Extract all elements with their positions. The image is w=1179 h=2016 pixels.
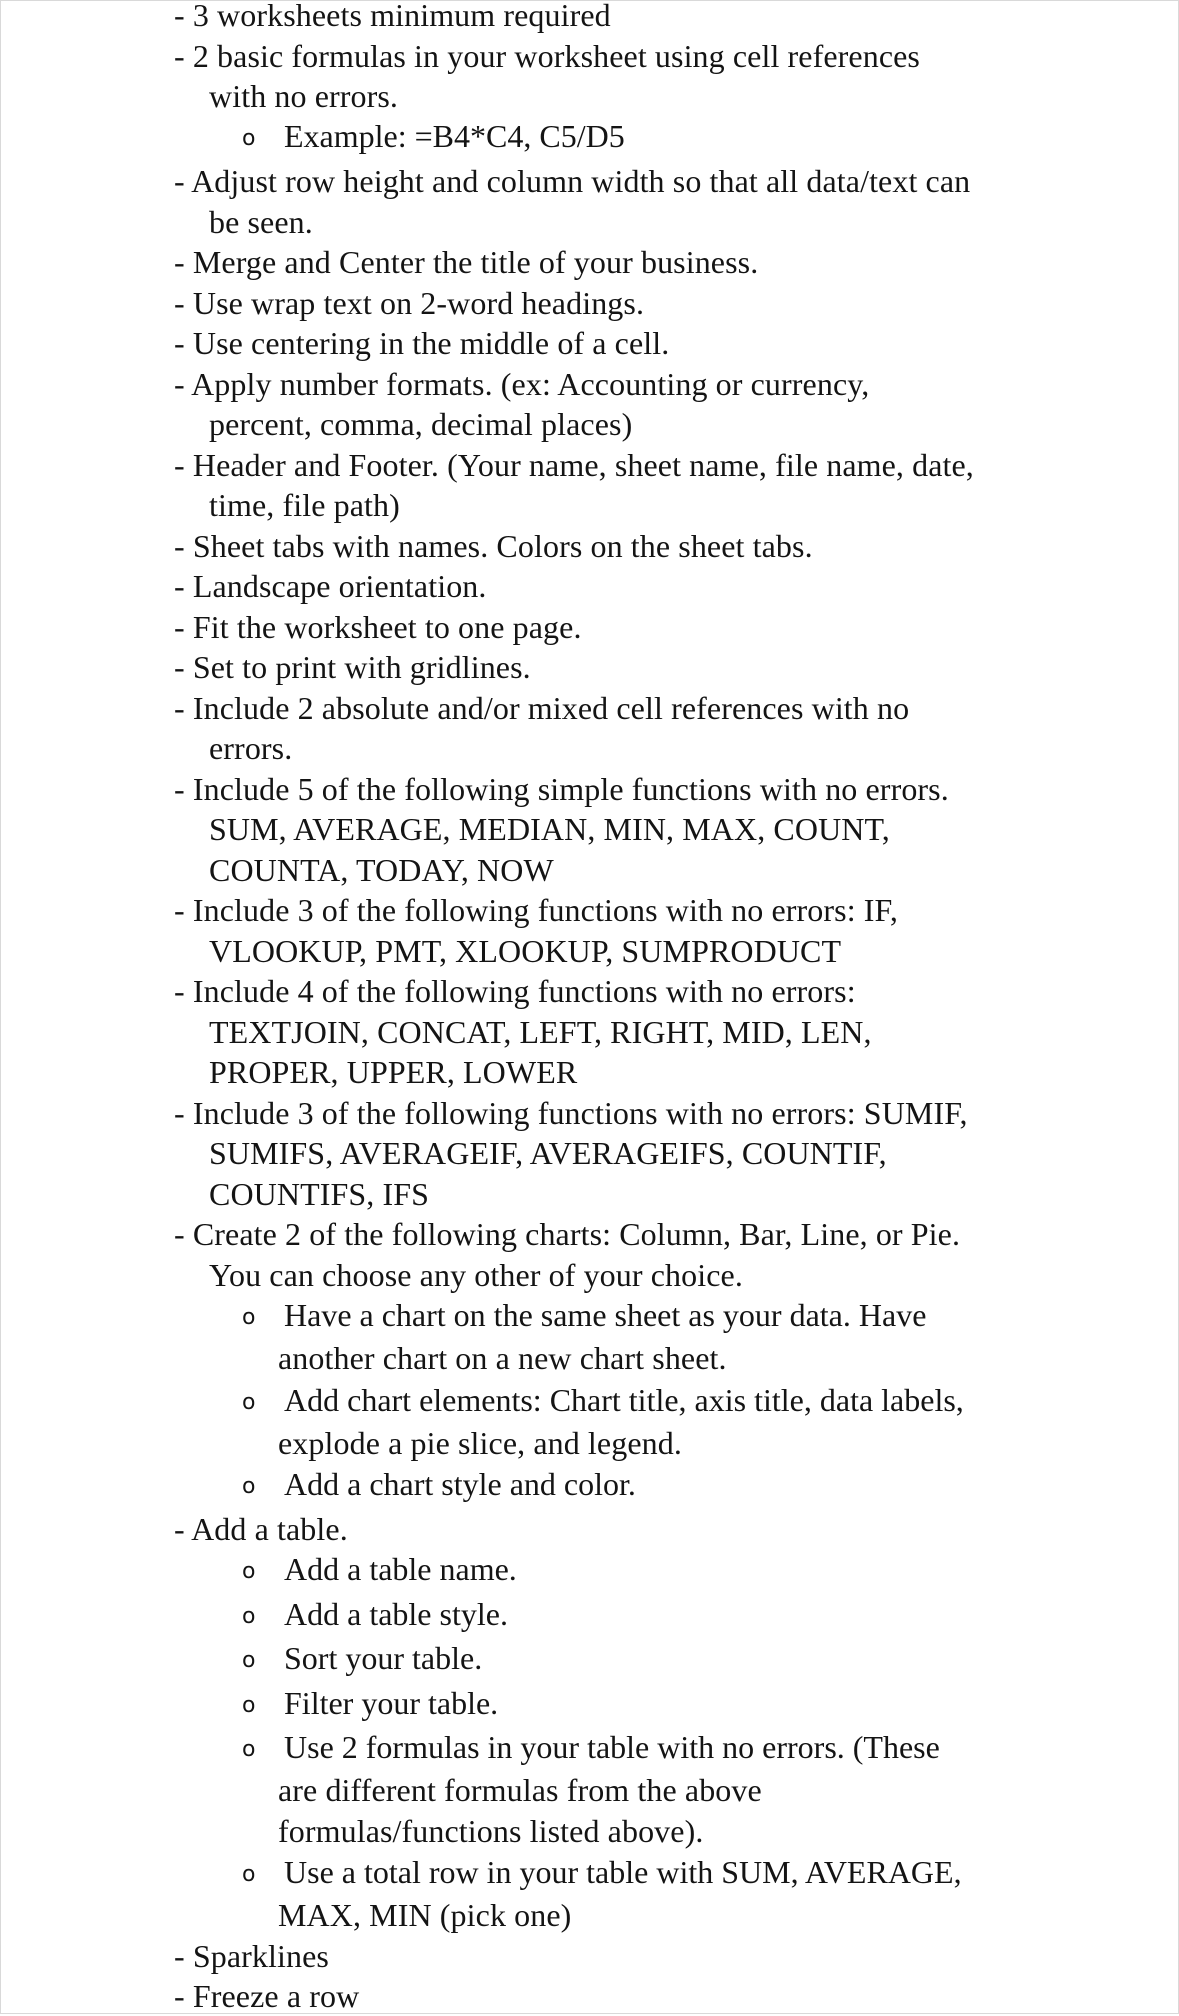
list-item: - Include 4 of the following functions with no errors: (174, 973, 856, 1009)
list-item-continuation: be seen. (209, 204, 313, 240)
bullet-marker: o (242, 1474, 256, 1499)
list-item-continuation: VLOOKUP, PMT, XLOOKUP, SUMPRODUCT (209, 933, 842, 969)
bullet-marker: o (242, 126, 256, 151)
list-item: - Use centering in the middle of a cell. (174, 325, 670, 361)
list-item: - Include 2 absolute and/or mixed cell references with no (174, 690, 910, 726)
list-item-continuation: You can choose any other of your choice. (209, 1257, 743, 1293)
sub-item-text: Have a chart on the same sheet as your data. Have (284, 1297, 927, 1333)
sub-item (242, 116, 625, 161)
list-item: - Include 5 of the following simple functions with no errors. (174, 771, 949, 807)
bullet-marker: o (242, 1559, 256, 1584)
sub-item-continuation: formulas/functions listed above). (278, 1813, 704, 1849)
list-item-continuation: percent, comma, decimal places) (209, 406, 633, 442)
sub-item (242, 1852, 962, 1897)
list-item-continuation: TEXTJOIN, CONCAT, LEFT, RIGHT, MID, LEN, (209, 1014, 872, 1050)
bullet-marker: o (242, 1305, 256, 1330)
list-item: - Sparklines (174, 1938, 329, 1974)
list-item-continuation: SUMIFS, AVERAGEIF, AVERAGEIFS, COUNTIF, (209, 1135, 887, 1171)
list-item: - 2 basic formulas in your worksheet using cell references (174, 38, 920, 74)
sub-item-text: Use a total row in your table with SUM, AVERAGE, (284, 1854, 962, 1890)
list-item: - Freeze a row (174, 1978, 360, 2014)
sub-item (242, 1464, 636, 1509)
list-item-continuation: COUNTA, TODAY, NOW (209, 852, 554, 888)
bullet-marker: o (242, 1390, 256, 1415)
list-item: - Header and Footer. (Your name, sheet name, file name, date, (174, 447, 974, 483)
list-item: - 3 worksheets minimum required (174, 0, 611, 33)
list-item: - Use wrap text on 2-word headings. (174, 285, 645, 321)
sub-item-text: Add a table style. (284, 1596, 508, 1632)
bullet-marker: o (242, 1648, 256, 1673)
list-item: - Adjust row height and column width so that all data/text can (174, 163, 971, 199)
list-item: - Include 3 of the following functions with no errors: IF, (174, 892, 898, 928)
list-item: - Fit the worksheet to one page. (174, 609, 582, 645)
bullet-marker: o (242, 1862, 256, 1887)
list-item-continuation: time, file path) (209, 487, 400, 523)
sub-item (242, 1380, 964, 1425)
list-item: - Apply number formats. (ex: Accounting or currency, (174, 366, 870, 402)
sub-item-text: Add a chart style and color. (284, 1466, 636, 1502)
list-item: - Include 3 of the following functions with no errors: SUMIF, (174, 1095, 968, 1131)
list-item-continuation: PROPER, UPPER, LOWER (209, 1054, 578, 1090)
list-item: - Add a table. (174, 1511, 348, 1547)
list-item-continuation: COUNTIFS, IFS (209, 1176, 430, 1212)
list-item: - Set to print with gridlines. (174, 649, 531, 685)
list-item: - Sheet tabs with names. Colors on the sheet tabs. (174, 528, 813, 564)
sub-item-continuation: another chart on a new chart sheet. (278, 1340, 727, 1376)
list-item: - Landscape orientation. (174, 568, 487, 604)
sub-item-text: Sort your table. (284, 1640, 483, 1676)
sub-item-text: Add chart elements: Chart title, axis title, data labels, (284, 1382, 964, 1418)
sub-item (242, 1295, 926, 1340)
sub-item-continuation: MAX, MIN (pick one) (278, 1897, 572, 1933)
sub-item-text: Add a table name. (284, 1551, 517, 1587)
bullet-marker: o (242, 1604, 256, 1629)
sub-item (242, 1683, 498, 1728)
sub-item (242, 1549, 517, 1594)
sub-item-continuation: are different formulas from the above (278, 1772, 762, 1808)
list-item-continuation: with no errors. (209, 78, 399, 114)
sub-item (242, 1638, 482, 1683)
bullet-marker: o (242, 1693, 256, 1718)
sub-item (242, 1594, 508, 1639)
sub-item (242, 1727, 940, 1772)
sub-item-text: Example: =B4*C4, C5/D5 (284, 118, 625, 154)
sub-item-continuation: explode a pie slice, and legend. (278, 1425, 682, 1461)
bullet-marker: o (242, 1737, 256, 1762)
list-item: - Create 2 of the following charts: Column, Bar, Line, or Pie. (174, 1216, 961, 1252)
sub-item-text: Filter your table. (284, 1685, 499, 1721)
list-item-continuation: SUM, AVERAGE, MEDIAN, MIN, MAX, COUNT, (209, 811, 890, 847)
list-item: - Merge and Center the title of your business. (174, 244, 759, 280)
list-item-continuation: errors. (209, 730, 293, 766)
sub-item-text: Use 2 formulas in your table with no errors. (These (284, 1729, 940, 1765)
